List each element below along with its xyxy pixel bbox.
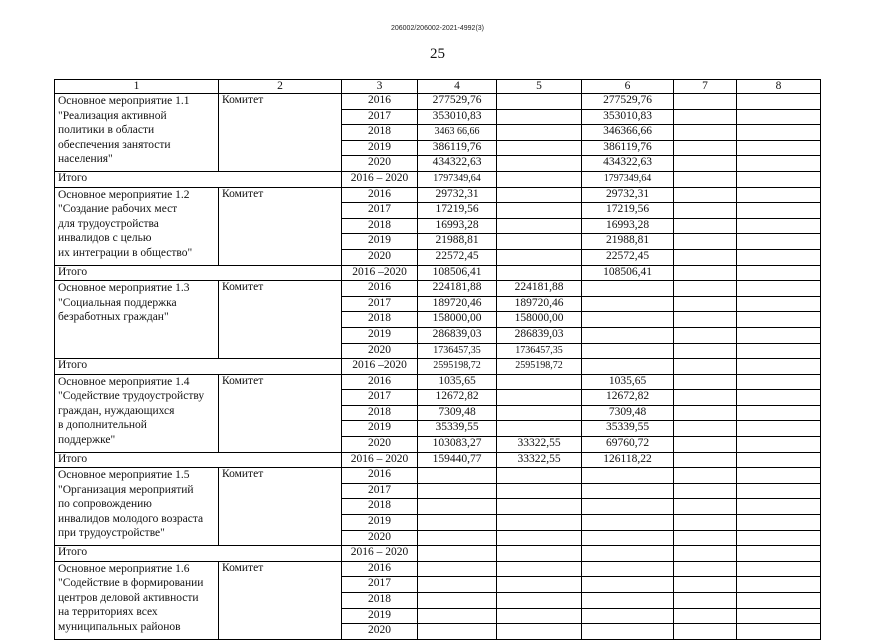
year-cell: 2019: [342, 140, 418, 156]
column-header: 4: [418, 80, 497, 94]
total-row: [55, 452, 821, 468]
amount-cell: 158000,00: [497, 312, 582, 328]
column-header: 1: [55, 80, 219, 94]
amount-cell: [418, 608, 497, 624]
amount-cell: 29732,31: [582, 187, 674, 203]
amount-cell: [582, 281, 674, 297]
total-label: Итого: [55, 265, 342, 281]
amount-cell: [737, 499, 821, 515]
column-header: 6: [582, 80, 674, 94]
amount-cell: 286839,03: [497, 327, 582, 343]
year-cell: 2018: [342, 125, 418, 141]
amount-cell: [497, 421, 582, 437]
amount-cell: [737, 281, 821, 297]
year-cell: 2018: [342, 499, 418, 515]
budget-table: [54, 79, 821, 640]
total-label: Итого: [55, 452, 342, 468]
amount-cell: [737, 530, 821, 546]
amount-cell: [737, 187, 821, 203]
amount-cell: [497, 499, 582, 515]
amount-cell: 22572,45: [418, 249, 497, 265]
amount-cell: [497, 561, 582, 577]
amount-cell: 12672,82: [582, 390, 674, 406]
amount-cell: [737, 327, 821, 343]
total-row: [55, 171, 821, 187]
amount-cell: [737, 312, 821, 328]
amount-cell: 7309,48: [418, 405, 497, 421]
amount-cell: [674, 437, 737, 453]
amount-cell: [674, 249, 737, 265]
total-amount-cell: [674, 452, 737, 468]
total-amount-cell: [737, 171, 821, 187]
amount-cell: [674, 343, 737, 359]
amount-cell: [582, 312, 674, 328]
year-cell: 2017: [342, 203, 418, 219]
total-amount-cell: [674, 265, 737, 281]
total-amount-cell: [418, 546, 497, 562]
amount-cell: 35339,55: [582, 421, 674, 437]
total-amount-cell: [737, 265, 821, 281]
amount-cell: [497, 624, 582, 640]
amount-cell: [418, 468, 497, 484]
amount-cell: [497, 468, 582, 484]
amount-cell: [737, 203, 821, 219]
activity-name: Основное мероприятие 1.3 "Социальная поддержка безработных граждан": [55, 281, 219, 359]
year-cell: 2018: [342, 218, 418, 234]
amount-cell: [497, 234, 582, 250]
amount-cell: [497, 577, 582, 593]
amount-cell: [674, 374, 737, 390]
table-row: [55, 281, 821, 297]
total-amount-cell: [497, 546, 582, 562]
document-id: 206002/206002-2021-4992(3): [390, 25, 485, 32]
amount-cell: 103083,27: [418, 437, 497, 453]
amount-cell: [674, 577, 737, 593]
year-cell: 2019: [342, 515, 418, 531]
amount-cell: 16993,28: [582, 218, 674, 234]
amount-cell: 434322,63: [582, 156, 674, 172]
amount-cell: 12672,82: [418, 390, 497, 406]
amount-cell: 29732,31: [418, 187, 497, 203]
total-amount-cell: 108506,41: [582, 265, 674, 281]
amount-cell: [674, 624, 737, 640]
column-header: 3: [342, 80, 418, 94]
amount-cell: [418, 577, 497, 593]
amount-cell: 3463 66,66: [418, 125, 497, 141]
amount-cell: 1736457,35: [497, 343, 582, 359]
amount-cell: [497, 405, 582, 421]
total-amount-cell: [674, 359, 737, 375]
amount-cell: [497, 593, 582, 609]
amount-cell: [737, 94, 821, 110]
total-row: [55, 265, 821, 281]
total-amount-cell: [497, 171, 582, 187]
amount-cell: [737, 296, 821, 312]
amount-cell: 1736457,35: [418, 343, 497, 359]
amount-cell: [737, 374, 821, 390]
table-row: [55, 468, 821, 484]
amount-cell: [737, 218, 821, 234]
amount-cell: [674, 218, 737, 234]
amount-cell: 386119,76: [418, 140, 497, 156]
activity-name: Основное мероприятие 1.1 "Реализация активной политики в области обеспечения занятости населения": [55, 94, 219, 172]
executor-cell: Комитет: [219, 374, 342, 452]
amount-cell: [737, 343, 821, 359]
amount-cell: [497, 249, 582, 265]
amount-cell: [674, 234, 737, 250]
table-row: [55, 187, 821, 203]
total-amount-cell: 159440,77: [418, 452, 497, 468]
column-header: 2: [219, 80, 342, 94]
amount-cell: [737, 593, 821, 609]
year-cell: 2020: [342, 156, 418, 172]
year-cell: 2018: [342, 593, 418, 609]
total-amount-cell: [674, 546, 737, 562]
amount-cell: 16993,28: [418, 218, 497, 234]
amount-cell: [674, 327, 737, 343]
table-row: [55, 374, 821, 390]
period-cell: 2016 – 2020: [342, 452, 418, 468]
amount-cell: [674, 593, 737, 609]
amount-cell: 35339,55: [418, 421, 497, 437]
period-cell: 2016 – 2020: [342, 546, 418, 562]
amount-cell: [674, 125, 737, 141]
executor-cell: Комитет: [219, 281, 342, 359]
table-row: [55, 561, 821, 577]
activity-name: Основное мероприятие 1.2 "Создание рабочих мест для трудоустройства инвалидов с целью их интеграции в общество": [55, 187, 219, 265]
year-cell: 2017: [342, 109, 418, 125]
amount-cell: 7309,48: [582, 405, 674, 421]
year-cell: 2017: [342, 296, 418, 312]
amount-cell: 21988,81: [418, 234, 497, 250]
amount-cell: [497, 203, 582, 219]
amount-cell: [418, 593, 497, 609]
amount-cell: [737, 515, 821, 531]
amount-cell: [497, 109, 582, 125]
year-cell: 2019: [342, 608, 418, 624]
amount-cell: [497, 374, 582, 390]
year-cell: 2018: [342, 312, 418, 328]
amount-cell: [418, 515, 497, 531]
amount-cell: [497, 94, 582, 110]
amount-cell: [418, 530, 497, 546]
amount-cell: [737, 405, 821, 421]
year-cell: 2016: [342, 94, 418, 110]
amount-cell: 17219,56: [418, 203, 497, 219]
amount-cell: [418, 483, 497, 499]
amount-cell: [582, 296, 674, 312]
table-row: [55, 94, 821, 110]
amount-cell: 158000,00: [418, 312, 497, 328]
year-cell: 2016: [342, 468, 418, 484]
amount-cell: 69760,72: [582, 437, 674, 453]
amount-cell: 224181,88: [497, 281, 582, 297]
amount-cell: [737, 156, 821, 172]
amount-cell: [674, 187, 737, 203]
year-cell: 2016: [342, 561, 418, 577]
year-cell: 2018: [342, 405, 418, 421]
amount-cell: [582, 530, 674, 546]
amount-cell: [497, 187, 582, 203]
year-cell: 2016: [342, 187, 418, 203]
amount-cell: [737, 437, 821, 453]
amount-cell: [674, 530, 737, 546]
year-cell: 2019: [342, 421, 418, 437]
total-amount-cell: 1797349,64: [418, 171, 497, 187]
amount-cell: [418, 561, 497, 577]
amount-cell: [582, 468, 674, 484]
executor-cell: Комитет: [219, 561, 342, 639]
amount-cell: [737, 468, 821, 484]
amount-cell: [674, 140, 737, 156]
amount-cell: 277529,76: [582, 94, 674, 110]
period-cell: 2016 – 2020: [342, 171, 418, 187]
amount-cell: [674, 405, 737, 421]
amount-cell: [582, 499, 674, 515]
amount-cell: [582, 483, 674, 499]
amount-cell: 286839,03: [418, 327, 497, 343]
year-cell: 2020: [342, 343, 418, 359]
amount-cell: [737, 109, 821, 125]
year-cell: 2020: [342, 530, 418, 546]
period-cell: 2016 –2020: [342, 265, 418, 281]
amount-cell: [737, 577, 821, 593]
year-cell: 2019: [342, 327, 418, 343]
page-number: 25: [430, 46, 445, 62]
amount-cell: [674, 515, 737, 531]
amount-cell: [674, 109, 737, 125]
amount-cell: [674, 203, 737, 219]
total-amount-cell: 1797349,64: [582, 171, 674, 187]
amount-cell: 353010,83: [418, 109, 497, 125]
amount-cell: [582, 608, 674, 624]
activity-name: Основное мероприятие 1.4 "Содействие трудоустройству граждан, нуждающихся в дополнительной поддержке": [55, 374, 219, 452]
amount-cell: [497, 125, 582, 141]
year-cell: 2020: [342, 249, 418, 265]
amount-cell: [674, 94, 737, 110]
amount-cell: [674, 499, 737, 515]
amount-cell: [737, 608, 821, 624]
amount-cell: [674, 561, 737, 577]
year-cell: 2020: [342, 437, 418, 453]
executor-cell: Комитет: [219, 187, 342, 265]
amount-cell: 1035,65: [418, 374, 497, 390]
total-amount-cell: 2595198,72: [418, 359, 497, 375]
amount-cell: [674, 483, 737, 499]
amount-cell: [737, 421, 821, 437]
amount-cell: [674, 468, 737, 484]
amount-cell: [497, 140, 582, 156]
total-amount-cell: [737, 452, 821, 468]
amount-cell: 21988,81: [582, 234, 674, 250]
total-label: Итого: [55, 546, 342, 562]
total-amount-cell: 33322,55: [497, 452, 582, 468]
amount-cell: [737, 390, 821, 406]
amount-cell: [418, 624, 497, 640]
total-label: Итого: [55, 359, 342, 375]
table-header-row: [55, 80, 821, 94]
amount-cell: [497, 530, 582, 546]
amount-cell: 346366,66: [582, 125, 674, 141]
amount-cell: [674, 156, 737, 172]
amount-cell: [737, 140, 821, 156]
amount-cell: [582, 515, 674, 531]
activity-name: Основное мероприятие 1.5 "Организация мероприятий по сопровождению инвалидов молодого возраста при трудоустройстве": [55, 468, 219, 546]
amount-cell: [674, 312, 737, 328]
amount-cell: 353010,83: [582, 109, 674, 125]
amount-cell: [497, 218, 582, 234]
total-amount-cell: [497, 265, 582, 281]
amount-cell: [737, 125, 821, 141]
total-amount-cell: 2595198,72: [497, 359, 582, 375]
executor-cell: Комитет: [219, 468, 342, 546]
amount-cell: [497, 608, 582, 624]
amount-cell: [737, 561, 821, 577]
amount-cell: 17219,56: [582, 203, 674, 219]
amount-cell: [674, 390, 737, 406]
amount-cell: [674, 296, 737, 312]
amount-cell: [497, 156, 582, 172]
amount-cell: 1035,65: [582, 374, 674, 390]
year-cell: 2019: [342, 234, 418, 250]
amount-cell: [582, 327, 674, 343]
amount-cell: 386119,76: [582, 140, 674, 156]
column-header: 5: [497, 80, 582, 94]
amount-cell: [497, 390, 582, 406]
total-row: [55, 359, 821, 375]
year-cell: 2017: [342, 483, 418, 499]
executor-cell: Комитет: [219, 94, 342, 172]
amount-cell: [737, 624, 821, 640]
amount-cell: 434322,63: [418, 156, 497, 172]
total-amount-cell: [674, 171, 737, 187]
amount-cell: [582, 343, 674, 359]
amount-cell: [497, 483, 582, 499]
activity-name: Основное мероприятие 1.6 "Содействие в формировании центров деловой активности на территориях всех муниципальных районов: [55, 561, 219, 639]
amount-cell: [582, 577, 674, 593]
year-cell: 2020: [342, 624, 418, 640]
total-amount-cell: [737, 546, 821, 562]
total-amount-cell: [582, 546, 674, 562]
amount-cell: 22572,45: [582, 249, 674, 265]
amount-cell: 189720,46: [497, 296, 582, 312]
amount-cell: [582, 624, 674, 640]
amount-cell: [737, 483, 821, 499]
amount-cell: 224181,88: [418, 281, 497, 297]
total-label: Итого: [55, 171, 342, 187]
year-cell: 2017: [342, 577, 418, 593]
total-amount-cell: [737, 359, 821, 375]
period-cell: 2016 –2020: [342, 359, 418, 375]
amount-cell: 33322,55: [497, 437, 582, 453]
amount-cell: [418, 499, 497, 515]
amount-cell: [582, 561, 674, 577]
year-cell: 2017: [342, 390, 418, 406]
amount-cell: [737, 234, 821, 250]
column-header: 8: [737, 80, 821, 94]
amount-cell: 189720,46: [418, 296, 497, 312]
total-row: [55, 546, 821, 562]
amount-cell: [497, 515, 582, 531]
total-amount-cell: [582, 359, 674, 375]
amount-cell: [674, 421, 737, 437]
amount-cell: [674, 281, 737, 297]
amount-cell: [582, 593, 674, 609]
total-amount-cell: 126118,22: [582, 452, 674, 468]
amount-cell: 277529,76: [418, 94, 497, 110]
amount-cell: [674, 608, 737, 624]
total-amount-cell: 108506,41: [418, 265, 497, 281]
year-cell: 2016: [342, 281, 418, 297]
year-cell: 2016: [342, 374, 418, 390]
amount-cell: [737, 249, 821, 265]
column-header: 7: [674, 80, 737, 94]
